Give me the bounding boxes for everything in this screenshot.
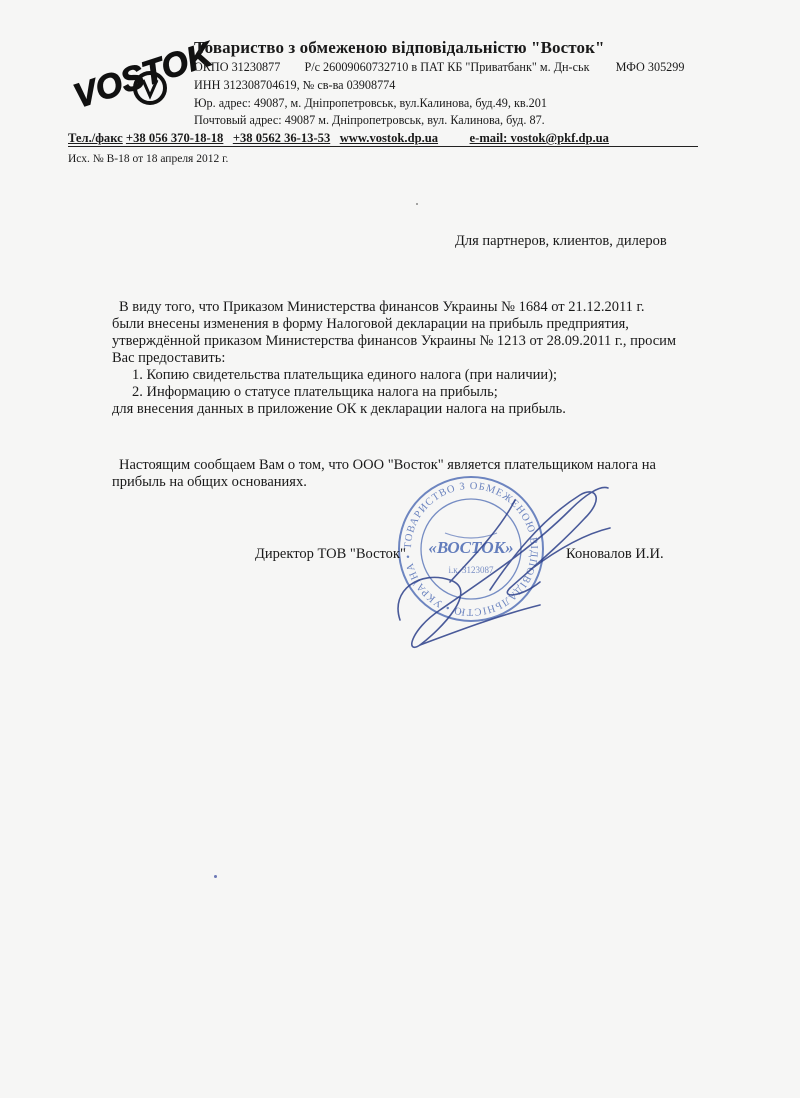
list-item: 2. Информацию о статусе плательщика налога на прибыль; <box>132 384 498 400</box>
contact-line <box>68 131 609 146</box>
company-name: Товариство з обмеженою відповідальністю "Восток" <box>194 38 605 57</box>
outgoing-reference: Исх. № В-18 от 18 апреля 2012 г. <box>68 153 229 165</box>
body-line: Вас предоставить: <box>112 350 226 366</box>
bank-details-line <box>194 60 684 75</box>
email-link[interactable]: e-mail: vostok@pkf.dp.ua <box>469 131 609 145</box>
list-item: 1. Копию свидетельства плательщика единого налога (при наличии); <box>132 367 558 383</box>
body-paragraph-1 <box>112 299 732 418</box>
phone-primary: +38 056 370-18-18 <box>125 131 224 145</box>
inn-line: ИНН 312308704619, № св-ва 03908774 <box>194 78 396 92</box>
stamp-ring-text: ТОВАРИСТВО З ОБМЕЖЕНОЮ ВІДПОВІДАЛЬНІСТЮ • УКРАЇНА • <box>402 480 540 618</box>
bank-account: Р/с 26009060732710 в ПАТ КБ "Приватбанк" м. Дн-ськ <box>304 60 590 74</box>
body-line: прибыль на общих основаниях. <box>112 474 307 490</box>
mfo-code: МФО 305299 <box>615 60 685 74</box>
addressee: Для партнеров, клиентов, дилеров <box>455 233 667 249</box>
phone-secondary: +38 0562 36-13-53 <box>232 131 331 145</box>
body-line: для внесения данных в приложение ОК к декларации налога на прибыль. <box>112 401 566 417</box>
signatory-position: Директор ТОВ "Восток" <box>255 546 406 562</box>
body-line: были внесены изменения в форму Налоговой декларации на прибыль предприятия, <box>112 316 629 332</box>
legal-address: Юр. адрес: 49087, м. Дніпропетровськ, вул.Калинова, буд.49, кв.201 <box>194 96 547 110</box>
vostok-logo <box>66 35 217 120</box>
website-link[interactable]: www.vostok.dp.ua <box>339 131 439 145</box>
body-line: утверждённой приказом Министерства финансов Украины № 1213 от 28.09.2011 г., просим <box>112 333 677 349</box>
handwritten-signature <box>380 470 630 660</box>
body-line: В виду того, что Приказом Министерства финансов Украины № 1684 от 21.12.2011 г. <box>119 299 645 315</box>
okpo-code: ОКПО 31230877 <box>194 60 281 74</box>
stamp-center-text: «ВОСТОК» <box>428 538 514 557</box>
scan-speck <box>416 203 418 205</box>
letterhead-divider <box>68 146 698 147</box>
body-line: Настоящим сообщаем Вам о том, что ООО "Восток" является плательщиком налога на <box>119 457 656 473</box>
signatory-name: Коновалов И.И. <box>566 546 664 562</box>
postal-address: Почтовый адрес: 49087 м. Дніпропетровськ, вул. Калинова, буд. 87. <box>194 113 545 127</box>
scan-speck <box>214 875 217 878</box>
stamp-id-text: і.к. 3123087 <box>448 565 494 575</box>
phone-label: Тел./факс <box>68 131 123 145</box>
logo-wordmark: VOSTOK <box>69 35 217 116</box>
